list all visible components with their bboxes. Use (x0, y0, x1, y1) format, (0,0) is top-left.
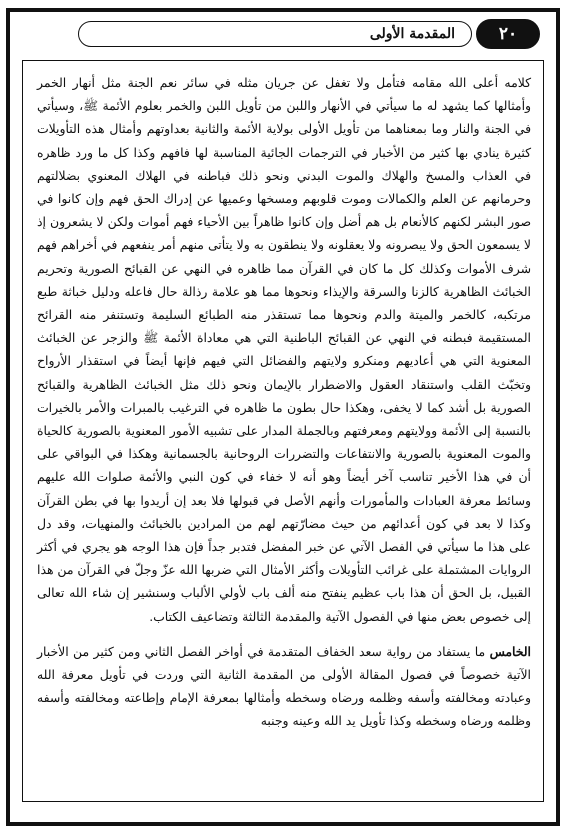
page-frame (6, 8, 560, 826)
paragraph-2 (37, 640, 531, 733)
text-box (22, 60, 544, 802)
page-title: المقدمة الأولى (78, 21, 472, 47)
page-header (18, 18, 548, 50)
paragraph-2-lead: الخامس (489, 643, 531, 659)
paragraph-1: كلامه أعلى الله مقامه فتأمل ولا تغفل عن جريان مثله في سائر نعم الجنة مثل أنهار الخمر وأمثالها كما يشهد له ما سيأتي في الأنهار واللبن من تأويل اللبن والخمر بعلوم الأئمة ﷺ، وسيأتي في الجنة والنار وما بمعناهما من تأويل الأولى بولاية الأئمة والثانية بعداوتهم وأمثال هذه التأويلات كثيرة ينادي بها كثير من الأخبار في الترجمات الجائية المناسبة لها فافهم وكذا كل ما ورد ظاهره في العذاب والمسخ والهلاك والموت البدني ونحو ذلك فباطنه في الهلاك المعنوي بضلالتهم وحرمانهم عن العلم والكمالات وموت قلوبهم ومسخها وعميها عن إدراك الحق فهم وإن كانوا في صور البشر لكنهم كالأنعام بل هم أضل وإن كانوا ظاهراً بين الأحياء فهم أموات ولكن لا يشعرون إذ لا يسمعون الحق ولا يبصرونه ولا يعقلونه ولا ينطقون به ولا يتأتى منهم أمر ينفعهم في أخراهم فهم شرف الأموات وكذلك كل ما كان في القرآن مما ظاهره في النهي عن القبائح الصورية وتحريم الخبائث الظاهرية كالزنا والسرقة والإيذاء ونحوها مما هو علامة رذالة حال فاعله ودليل خباثة طبع مرتكبه، كالخمر والميتة والدم ونحوها مما تستقذر منه الطبائع السليمة وتستنفر منه القرائح المستقيمة فبطنه في النهي عن القبائح الباطنية التي هي معاداة الأئمة ﷺ والزجر عن الخبائث المعنوية التي هي أعاديهم ومنكرو ولايتهم والفضائل التي فيهم فإنها أيضاً في استقذار الأرواح وتخبّث القلب واستنقاد العقول والاضطرار بالإيمان ونحو ذلك مثل الخبائث الظاهرية والقبائح الصورية بل أشد كما لا يخفى، وهكذا حال بطون ما ظاهره في الترغيب بالمبرات والأمر بالخيرات بالنسبة إلى الأئمة وولايتهم ومعرفتهم وبالجملة المدار على تشبيه الأمور المعنوية بالصورية كالحياة والموت المعنوية بالصورية والانتفاعات والتضررات الروحانية بالجسمانية وهكذا في البواقي على أن في هذا الأخير تناسب آخر أيضاً وهو أنه لا خفاء في كون النبي والأئمة صلوات الله عليهم وسائط معرفة العبادات والمأمورات وأنهم الأصل في قبولها فلا بعد إن أريدوا بها في بطن القرآن وكذا لا بعد في كون أعدائهم من حيث مضارّتهم لهم من المرادين بالخبائث والمنهيات، وقد دل على هذا ما سيأتي في الفصل الآتي عن خبر المفضل فتدبر جداً فإن هذا الوجه هو يجري في أكثر الروايات المشتملة على غرائب التأويلات وأكثر الأمثال التي ضربها الله عزّ وجلّ في القرآن من هذا القبيل، بل الحق أن هذا باب عظيم ينفتح منه ألف باب لأولي الألباب وسنشير إن شاء الله تعالى إلى خصوص بعض منها في الفصول الآتية والمقدمة الثالثة وتضاعيف الكتاب. (37, 75, 531, 624)
body-text (37, 71, 531, 791)
page-number-badge: ٢٠ (476, 19, 540, 49)
paragraph-2-text: ما يستفاد من رواية سعد الخفاف المتقدمة في أواخر الفصل الثاني ومن كثير من الأخبار الآتية خصوصاً في فصول المقالة الأولى من المقدمة الثانية التي وردت في تأويل معرفة الله وعبادته ومخالفته وأسفه وظلمه ورضاه وسخطه وأمثالها بمعرفة الإمام وإطاعته ومخالفته وأسفه وظلمه ورضاه وسخطه وكذا تأويل يد الله وعينه وجنبه (37, 643, 531, 729)
